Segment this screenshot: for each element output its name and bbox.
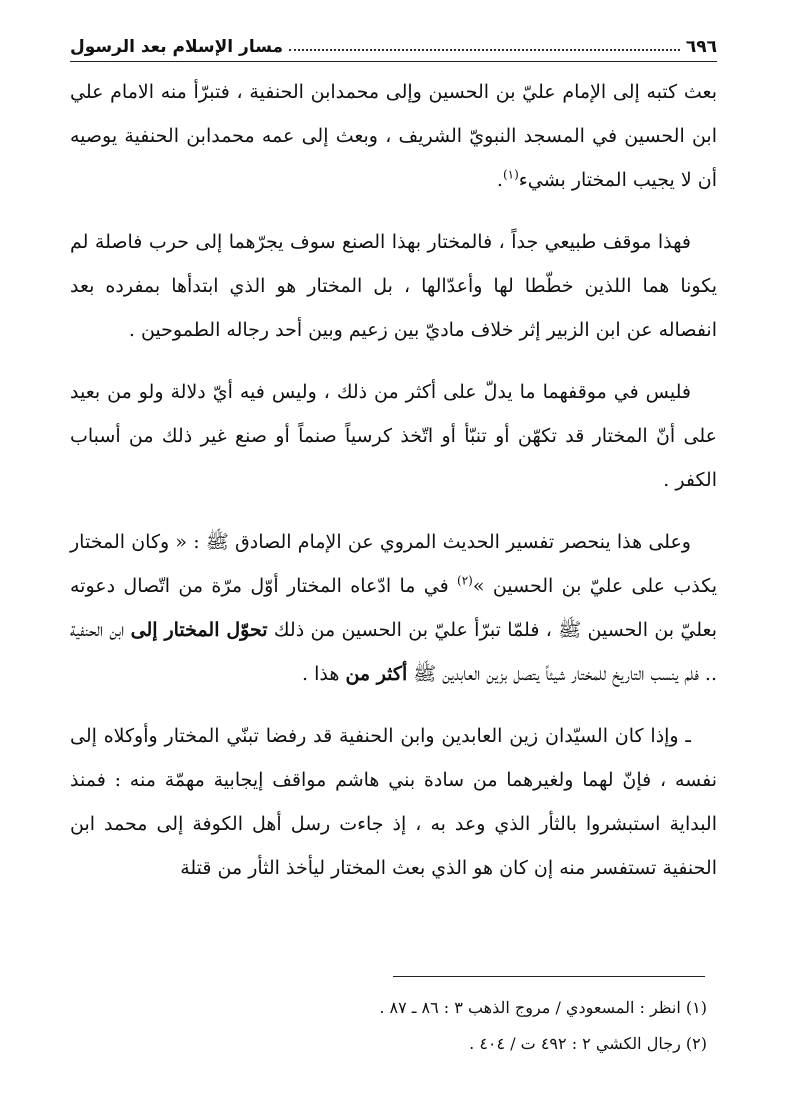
paragraph-3: فليس في موقفهما ما يدلّ على أكثر من ذلك ، وليس فيه أيّ دلالة ولو من بعيد على أنّ المختار قد تكهّن أو تنبّأ أو اتّخذ كرسياً صنماً أو صنع غير ذلك من أسباب الكفر . <box>70 381 717 491</box>
paragraph-1: بعث كتبه إلى الإمام عليّ بن الحسين وإلى محمدابن الحنفية ، فتبرّأ منه الامام علي ابن الحسين في المسجد النبويّ الشريف ، وبعث إلى عمه محمدابن الحنفية يوصيه أن لا يجيب المختار بشيء$^{(١)}$. <box>70 81 717 191</box>
paragraph-5: ـ وإذا كان السيّدان زين العابدين وابن الحنفية قد رفضا تبنّي المختار وأوكلاه إلى نفسه ، فإنّ لهما ولغيرهما من سادة بني هاشم مواقف إيجابية مهمّة منه : فمنذ البداية استبشروا بالثأر الذي وعد به ، إذ جاءت رسل أهل الكوفة إلى محمد ابن الحنفية تستفسر منه إن كان هو الذي بعث المختار ليأخذ الثأر من قتلة <box>70 725 717 879</box>
running-header <box>70 28 717 62</box>
header-dot-leader <box>289 49 680 51</box>
footnote-ref-1[interactable]: (١) <box>502 167 519 182</box>
footnote-2: (٢) رجال الكشي ٢ : ٤٩٢ ت / ٤٠٤ . <box>469 1034 707 1053</box>
footnotes <box>70 990 707 1062</box>
footnote-1: (١) انظر : المسعودي / مروج الذهب ٣ : ٨٦ ـ ٨٧ . <box>379 998 707 1017</box>
page-number: ٦٩٦ <box>685 37 717 57</box>
paragraph-4: وعلى هذا ينحصر تفسير الحديث المروي عن الإمام الصادق ﷺ : « وكان المختار يكذب على عليّ بن الحسين »$^{(٢)}$ في ما ادّعاه المختار أوّل مرّة من اتّصال دعوته بعليّ بن الحسين ﷺ ، فلمّا تبرّأ عليّ بن الحسين من ذلك تحوّل المختار إلى ابن الحنفية .. فلم ينسب التاريخ للمختار شيئاً يتصل بزين العابدين ﷺ أكثر من هذا . <box>70 531 717 685</box>
footnote-ref-2[interactable]: (٢) <box>457 573 473 588</box>
main-text <box>70 70 717 908</box>
running-title: مسار الإسلام بعد الرسول <box>70 37 284 57</box>
footnote-separator <box>393 976 705 977</box>
paragraph-2: فهذا موقف طبيعي جداً ، فالمختار بهذا الصنع سوف يجرّهما إلى حرب فاصلة لم يكونا هما اللذين خطّطا لها وأعدّالها ، بل المختار هو الذي ابتدأها بمفرده بعد انفصاله عن ابن الزبير إثر خلاف ماديّ بين زعيم وبين أحد رجاله الطموحين . <box>70 231 717 341</box>
